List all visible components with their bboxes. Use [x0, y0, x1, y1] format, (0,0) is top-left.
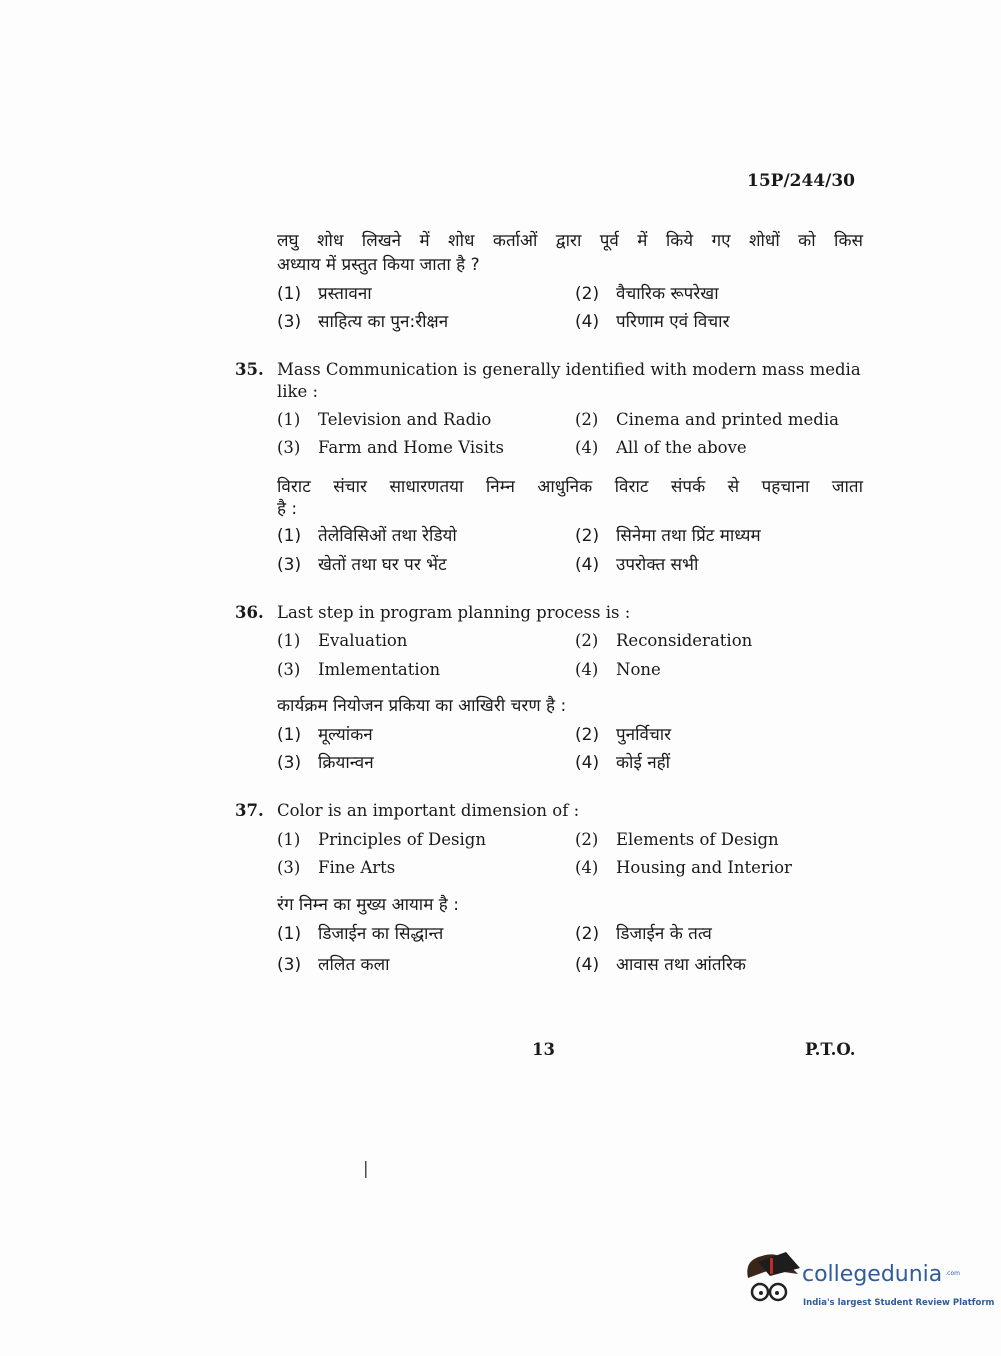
- option-number: (3): [277, 753, 302, 773]
- option-text: Farm and Home Visits: [318, 438, 504, 457]
- option-text: Television and Radio: [318, 410, 492, 429]
- option-number: (2): [575, 830, 599, 849]
- option-text: डिजाईन के तत्व: [616, 924, 712, 944]
- option-number: (4): [575, 312, 600, 332]
- question-text-hindi: लघु शोध लिखने में शोध कर्ताओं द्वारा पूर्व में किये गए शोधों को किस: [277, 231, 863, 251]
- option-text: क्रियान्वन: [318, 753, 374, 773]
- option-number: (3): [277, 955, 302, 975]
- question-text: Color is an important dimension of :: [277, 801, 580, 820]
- pto-label: P.T.O.: [805, 1040, 856, 1059]
- option-text: Imlementation: [318, 660, 441, 679]
- mascot-icon: [740, 1248, 800, 1318]
- option-text: All of the above: [616, 438, 747, 457]
- option-text: डिजाईन का सिद्धान्त: [318, 924, 444, 944]
- option-number: (4): [575, 660, 599, 679]
- paper-code: 15P/244/30: [747, 171, 856, 191]
- option-number: (3): [277, 858, 301, 877]
- option-number: (3): [277, 555, 302, 575]
- option-text: पुनर्विचार: [616, 725, 672, 745]
- question-text-hindi: रंग निम्न का मुख्य आयाम है :: [277, 895, 459, 915]
- option-number: (4): [575, 753, 600, 773]
- question-text: Last step in program planning process is :: [277, 603, 631, 622]
- option-text: Evaluation: [318, 631, 408, 650]
- option-number: (4): [575, 858, 599, 877]
- option-text: तेलेविसिओं तथा रेडियो: [318, 526, 457, 546]
- option-text: Cinema and printed media: [616, 410, 839, 429]
- stray-mark: |: [363, 1159, 369, 1178]
- option-text: Elements of Design: [616, 830, 779, 849]
- option-text: प्रस्तावना: [318, 284, 372, 304]
- option-number: (2): [575, 526, 600, 546]
- logo-com: .com: [945, 1270, 960, 1277]
- option-number: (3): [277, 660, 301, 679]
- option-number: (4): [575, 955, 600, 975]
- option-text: कोई नहीं: [616, 753, 671, 773]
- collegedunia-logo: [740, 1248, 995, 1318]
- option-number: (2): [575, 631, 599, 650]
- option-number: (2): [575, 924, 600, 944]
- option-number: (1): [277, 526, 302, 546]
- option-number: (1): [277, 924, 302, 944]
- option-text: मूल्यांकन: [318, 725, 373, 745]
- option-number: (3): [277, 438, 301, 457]
- question-text: like :: [277, 382, 319, 401]
- question-text-hindi: है :: [277, 499, 298, 519]
- option-text: खेतों तथा घर पर भेंट: [318, 555, 447, 575]
- option-text: ललित कला: [318, 955, 390, 975]
- logo-wordmark: collegedunia: [802, 1262, 943, 1287]
- option-text: उपरोक्त सभी: [616, 555, 699, 575]
- option-number: (1): [277, 830, 301, 849]
- option-number: (3): [277, 312, 302, 332]
- option-text: None: [616, 660, 661, 679]
- option-text: वैचारिक रूपरेखा: [616, 284, 719, 304]
- question-number: 35.: [235, 360, 264, 379]
- option-number: (2): [575, 410, 599, 429]
- option-text: सिनेमा तथा प्रिंट माध्यम: [616, 526, 761, 546]
- option-text: Reconsideration: [616, 631, 753, 650]
- page-number: 13: [532, 1040, 555, 1059]
- question-text-hindi: अध्याय में प्रस्तुत किया जाता है ?: [277, 255, 480, 275]
- option-number: (4): [575, 555, 600, 575]
- option-number: (1): [277, 410, 301, 429]
- option-text: Principles of Design: [318, 830, 486, 849]
- question-text-hindi: कार्यक्रम नियोजन प्रकिया का आखिरी चरण है :: [277, 696, 567, 716]
- option-number: (2): [575, 284, 600, 304]
- option-number: (1): [277, 631, 301, 650]
- option-text: Fine Arts: [318, 858, 396, 877]
- option-text: आवास तथा आंतरिक: [616, 955, 746, 975]
- question-number: 37.: [235, 801, 264, 820]
- option-number: (1): [277, 725, 302, 745]
- logo-tagline: India's largest Student Review Platform: [803, 1298, 995, 1308]
- question-number: 36.: [235, 603, 264, 622]
- option-number: (4): [575, 438, 599, 457]
- question-text: Mass Communication is generally identified with modern mass media: [277, 360, 861, 379]
- option-number: (1): [277, 284, 302, 304]
- question-text-hindi: विराट संचार साधारणतया निम्न आधुनिक विराट संपर्क से पहचाना जाता: [277, 477, 863, 497]
- option-number: (2): [575, 725, 600, 745]
- option-text: Housing and Interior: [616, 858, 792, 877]
- option-text: साहित्य का पुन:रीक्षन: [318, 312, 449, 332]
- option-text: परिणाम एवं विचार: [616, 312, 730, 332]
